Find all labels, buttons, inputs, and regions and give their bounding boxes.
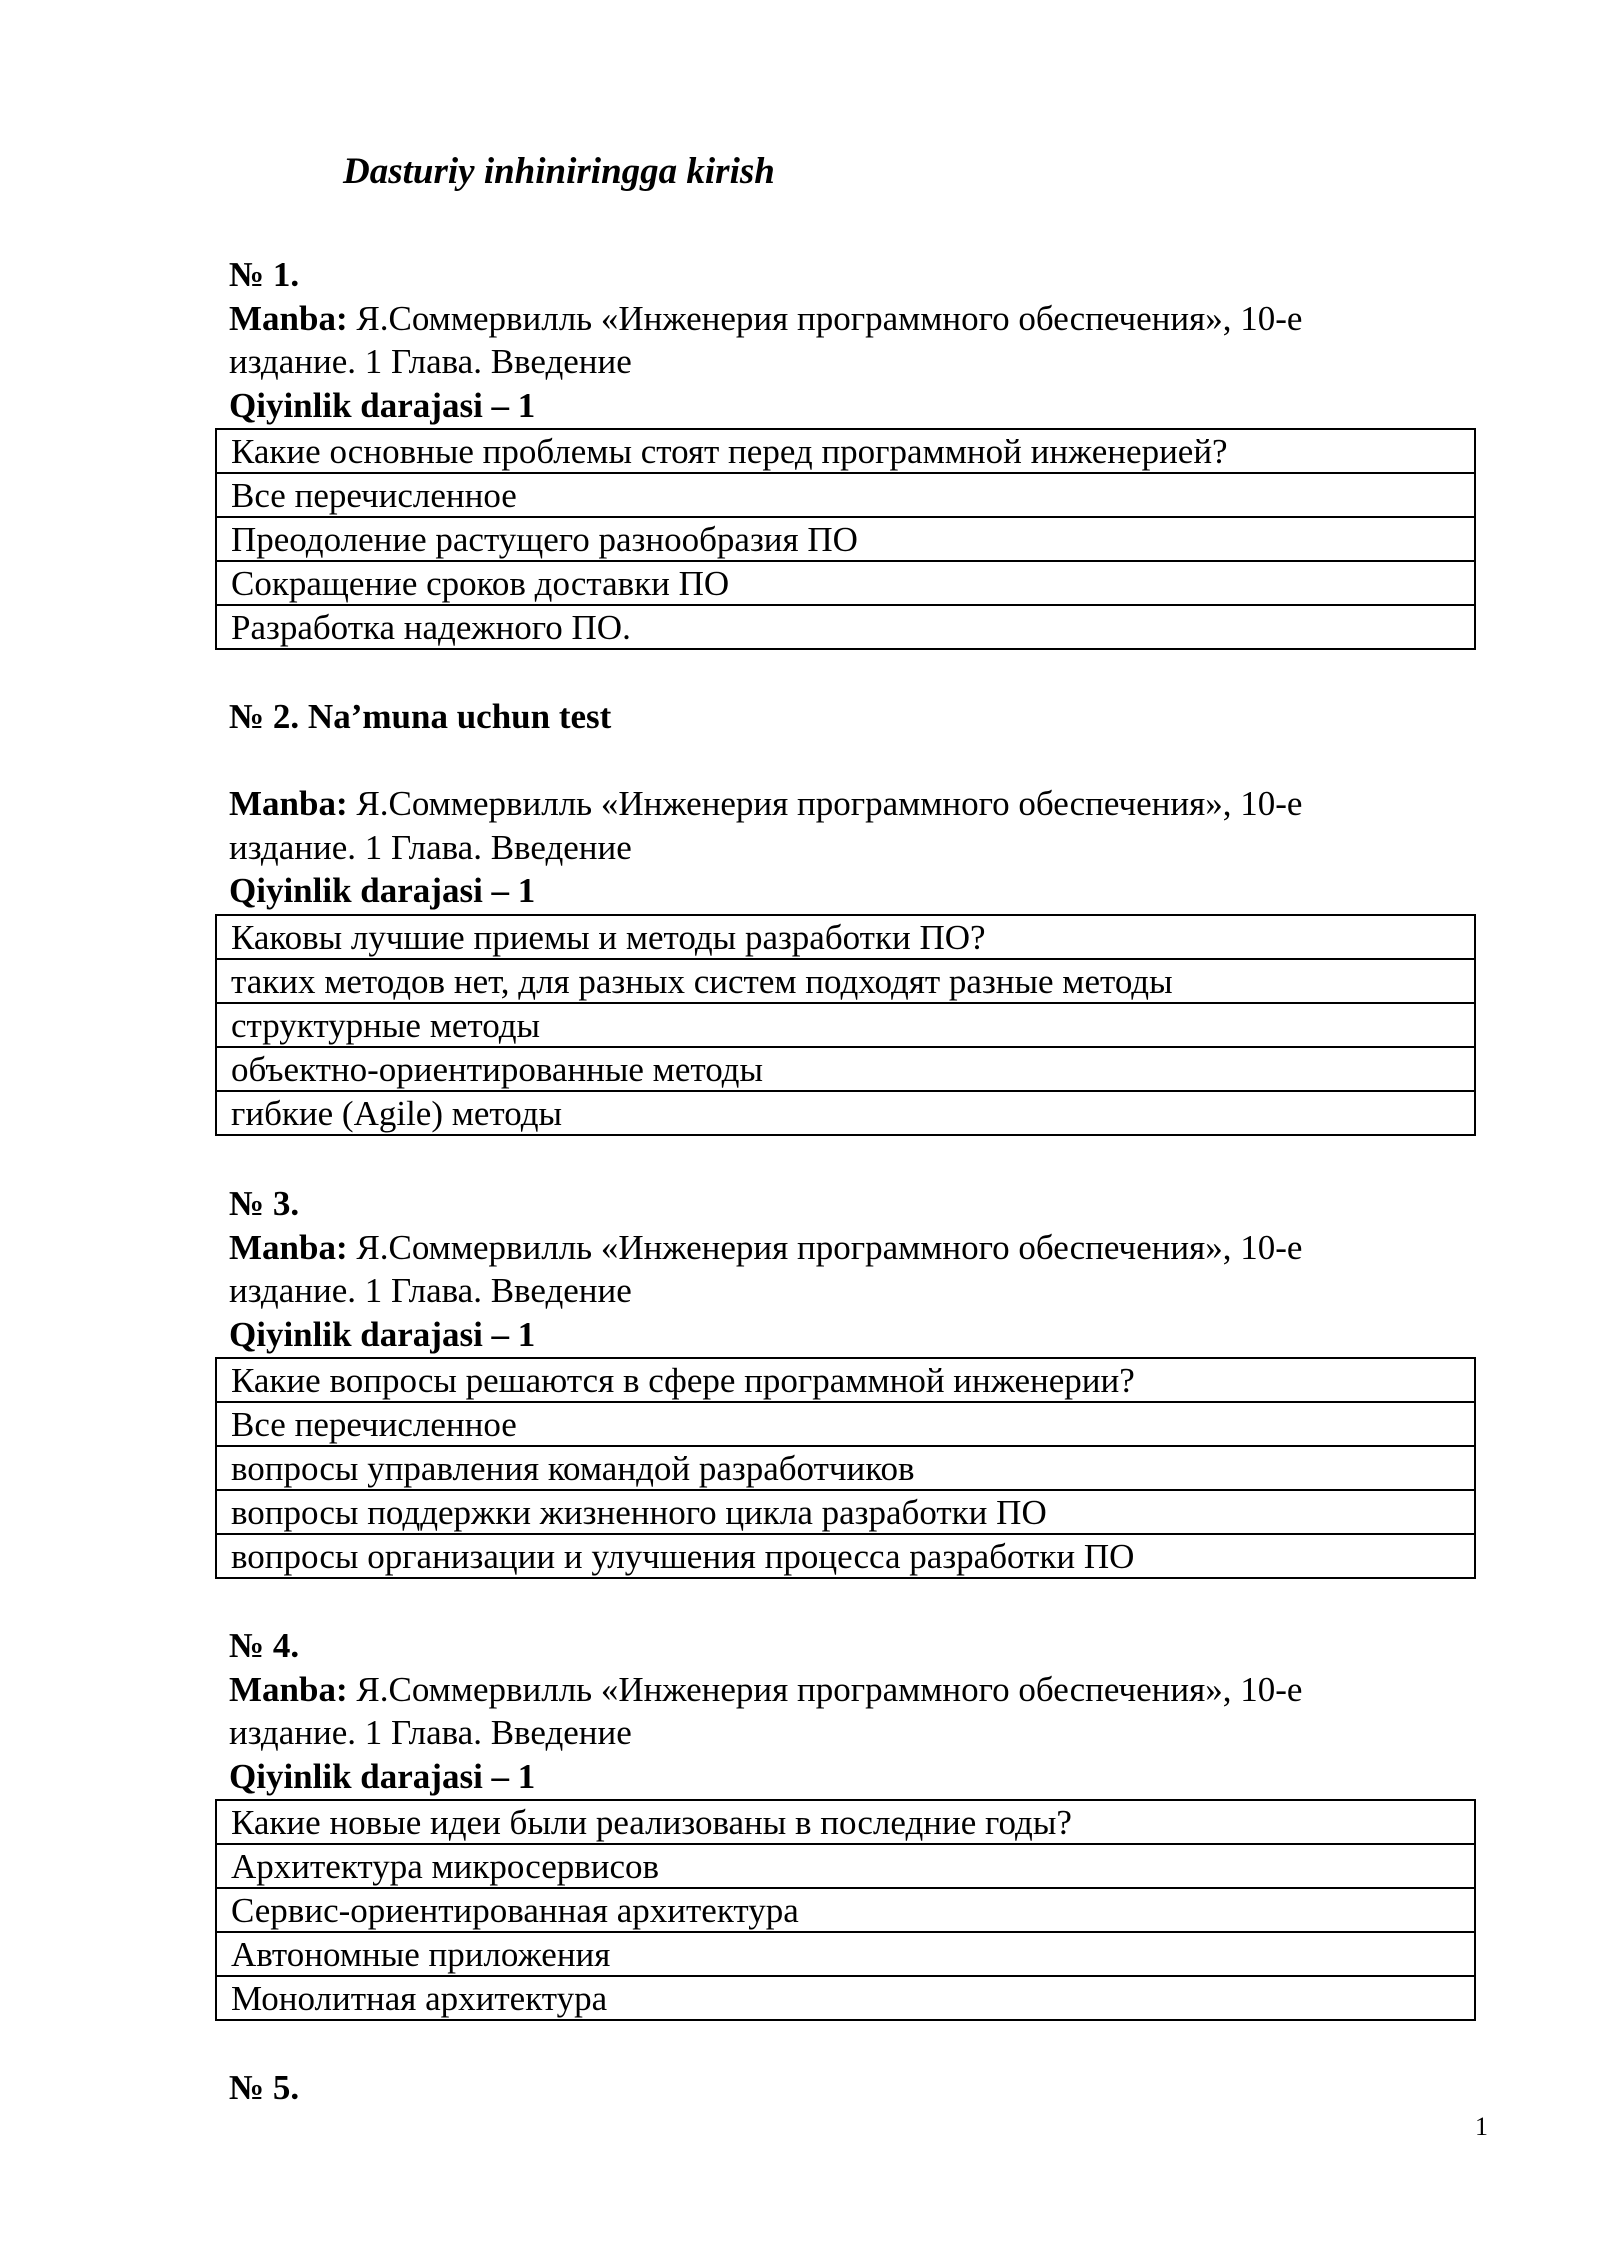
question-number: № 2. Na’muna uchun test xyxy=(229,697,612,736)
question-2 xyxy=(229,695,1474,1136)
answer-option: структурные методы xyxy=(216,1003,1475,1047)
source-line xyxy=(229,1226,1474,1270)
source-line-continued: издание. 1 Глава. Введение xyxy=(229,1271,632,1310)
source-line-continued: издание. 1 Глава. Введение xyxy=(229,1713,632,1752)
question-table xyxy=(215,428,1476,650)
source-text: Я.Соммервилль «Инженерия программного обеспечения», 10-е xyxy=(347,1227,1303,1267)
answer-option: вопросы организации и улучшения процесса разработки ПО xyxy=(216,1534,1475,1578)
source-label: Manba: xyxy=(229,1227,348,1267)
source-text: Я.Соммервилль «Инженерия программного обеспечения», 10-е xyxy=(347,1669,1303,1709)
question-number: № 1. xyxy=(229,255,300,294)
source-label: Manba: xyxy=(229,784,348,823)
answer-option: Все перечисленное xyxy=(216,473,1475,517)
source-line-continued: издание. 1 Глава. Введение xyxy=(229,342,632,381)
question-number: № 5. xyxy=(229,2068,300,2107)
question-text: Какие основные проблемы стоят перед программной инженерией? xyxy=(216,429,1475,473)
question-text: Каковы лучшие приемы и методы разработки ПО? xyxy=(216,915,1475,959)
question-table xyxy=(215,914,1476,1136)
answer-option: вопросы поддержки жизненного цикла разработки ПО xyxy=(216,1490,1475,1534)
source-line xyxy=(229,782,1474,826)
question-3 xyxy=(229,1182,1474,1579)
difficulty-level: Qiyinlik darajasi – 1 xyxy=(229,871,536,910)
answer-option: объектно-ориентированные методы xyxy=(216,1047,1475,1091)
page-number: 1 xyxy=(1475,2112,1488,2141)
answer-option: гибкие (Agile) методы xyxy=(216,1091,1475,1135)
question-5 xyxy=(229,2066,1474,2110)
source-line-continued: издание. 1 Глава. Введение xyxy=(229,827,632,867)
question-number: № 4. xyxy=(229,1626,300,1665)
answer-option: Преодоление растущего разнообразия ПО xyxy=(216,517,1475,561)
answer-option: вопросы управления командой разработчиков xyxy=(216,1446,1475,1490)
answer-option: Сокращение сроков доставки ПО xyxy=(216,561,1475,605)
question-table xyxy=(215,1799,1476,2021)
answer-option: Архитектура микросервисов xyxy=(216,1844,1475,1888)
source-line xyxy=(229,1668,1474,1712)
source-text: Я.Соммервилль «Инженерия программного обеспечения», 10-е xyxy=(347,784,1303,823)
source-text: Я.Соммервилль «Инженерия программного обеспечения», 10-е xyxy=(347,298,1303,338)
question-1 xyxy=(229,253,1474,650)
question-table xyxy=(215,1357,1476,1579)
answer-option: таких методов нет, для разных систем подходят разные методы xyxy=(216,959,1475,1003)
difficulty-level: Qiyinlik darajasi – 1 xyxy=(229,1756,536,1796)
question-number: № 3. xyxy=(229,1184,300,1223)
answer-option: Монолитная архитектура xyxy=(216,1976,1475,2020)
source-label: Manba: xyxy=(229,298,348,338)
difficulty-level: Qiyinlik darajasi – 1 xyxy=(229,385,536,425)
document-title: Dasturiy inhiniringga kirish xyxy=(343,151,775,192)
answer-option: Все перечисленное xyxy=(216,1402,1475,1446)
question-4 xyxy=(229,1624,1474,2021)
question-text: Какие новые идеи были реализованы в последние годы? xyxy=(216,1800,1475,1844)
answer-option: Разработка надежного ПО. xyxy=(216,605,1475,649)
difficulty-level: Qiyinlik darajasi – 1 xyxy=(229,1314,536,1354)
answer-option: Автономные приложения xyxy=(216,1932,1475,1976)
source-line xyxy=(229,297,1474,341)
answer-option: Сервис-ориентированная архитектура xyxy=(216,1888,1475,1932)
question-text: Какие вопросы решаются в сфере программной инженерии? xyxy=(216,1358,1475,1402)
source-label: Manba: xyxy=(229,1669,348,1709)
